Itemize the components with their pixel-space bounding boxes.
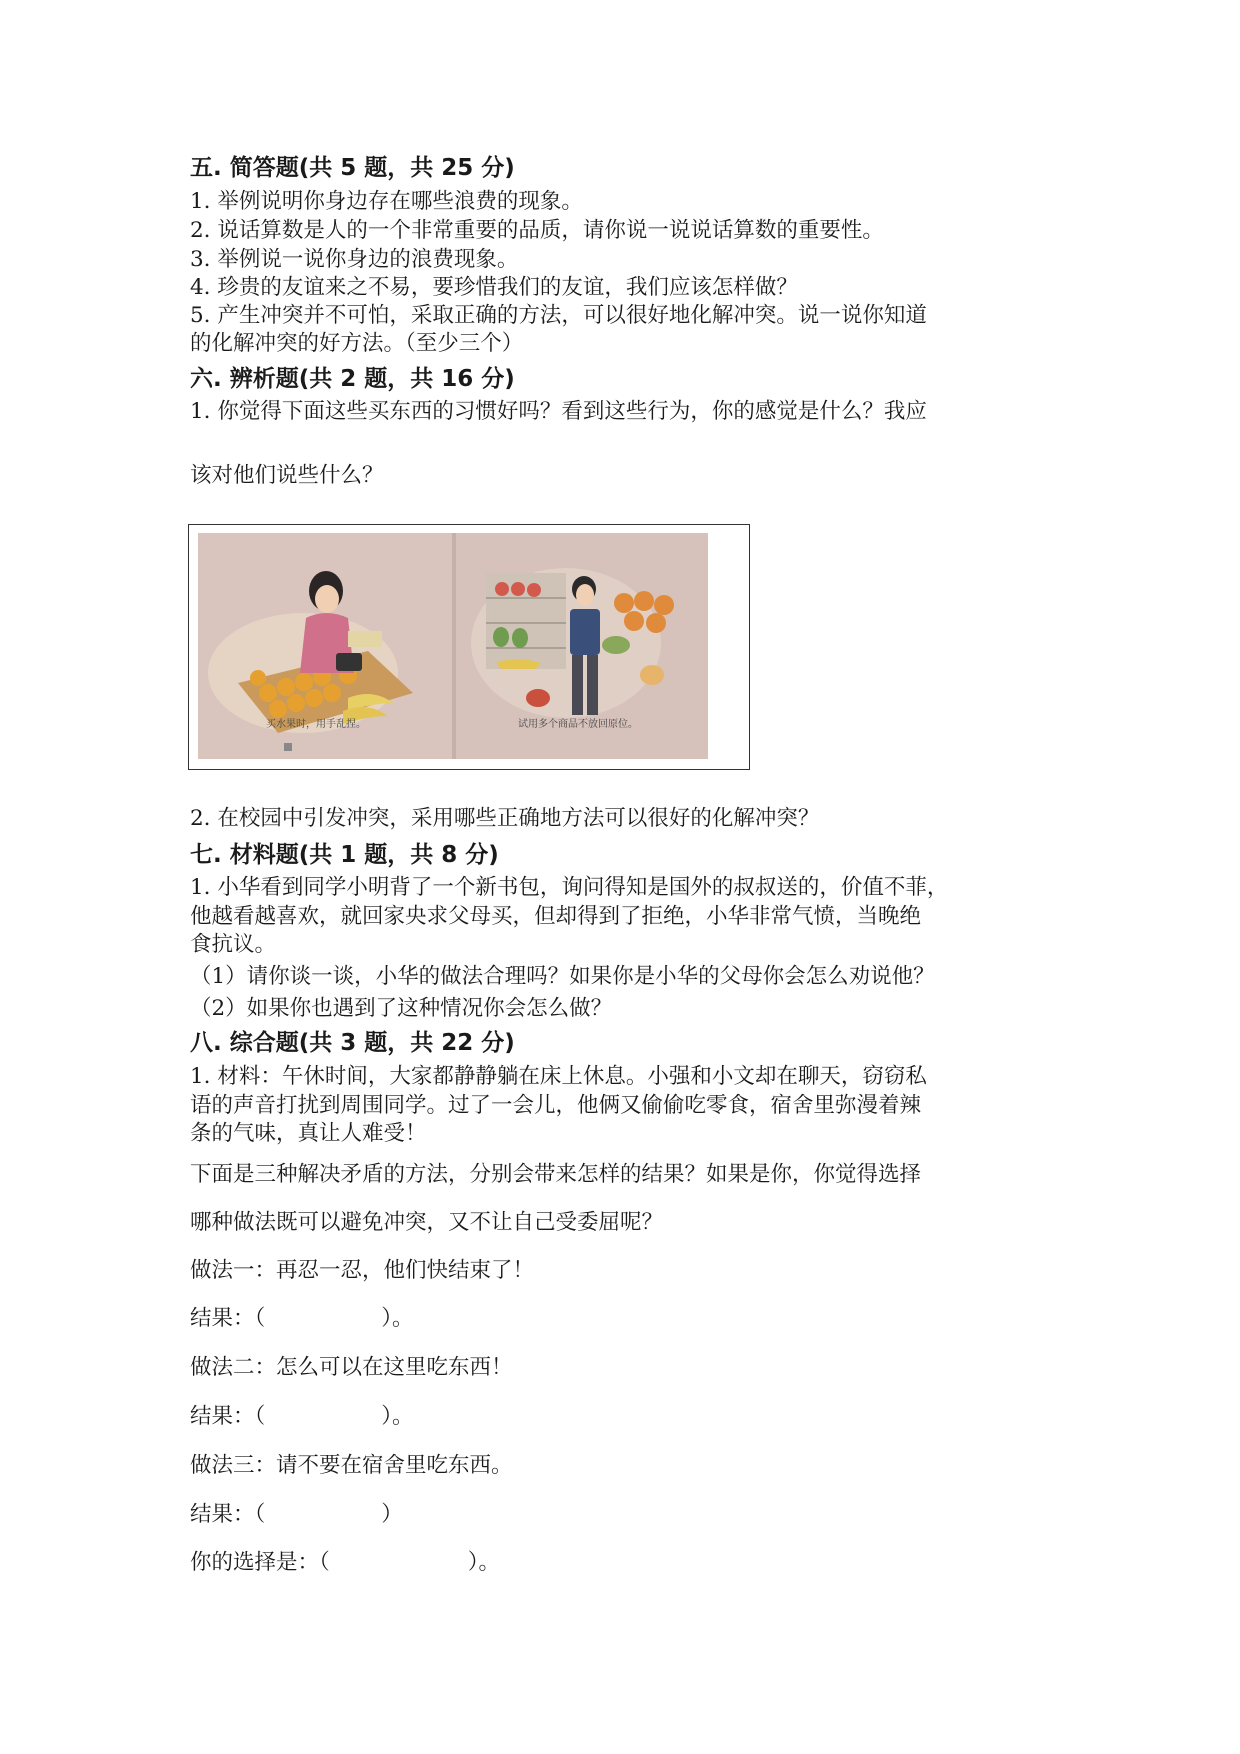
s7-q1-line3: 食抗议。 bbox=[190, 932, 277, 957]
result-1-close: ）。 bbox=[381, 1306, 414, 1331]
s7-q1-line2: 他越看越喜欢，就回家央求父母买，但却得到了拒绝，小华非常气愤，当晚绝 bbox=[190, 904, 922, 929]
method-2: 做法二：怎么可以在这里吃东西！ bbox=[190, 1355, 513, 1380]
choice-open: 你的选择是：（ bbox=[190, 1550, 330, 1575]
s5-q2: 2. 说话算数是人的一个非常重要的品质，请你说一说说话算数的重要性。 bbox=[190, 218, 884, 243]
result-1-line bbox=[190, 1304, 414, 1334]
result-1-open: 结果：（ bbox=[190, 1306, 266, 1331]
s5-q3: 3. 举例说一说你身边的浪费现象。 bbox=[190, 247, 519, 272]
s8-q1-line1: 1. 材料：午休时间，大家都静静躺在床上休息。小强和小文却在聊天，窃窃私 bbox=[190, 1064, 927, 1089]
s5-q1: 1. 举例说明你身边存在哪些浪费的现象。 bbox=[190, 189, 583, 214]
result-3-close: ） bbox=[381, 1502, 403, 1527]
s6-q1-line2: 该对他们说些什么？ bbox=[190, 463, 384, 488]
shopping-illustration bbox=[198, 533, 708, 759]
method-1: 做法一：再忍一忍，他们快结束了！ bbox=[190, 1258, 535, 1283]
choice-close: ）。 bbox=[467, 1550, 501, 1575]
s8-prompt-line1: 下面是三种解决矛盾的方法，分别会带来怎样的结果？如果是你，你觉得选择 bbox=[190, 1162, 922, 1187]
s8-q1-line2: 语的声音打扰到周围同学。过了一会儿，他俩又偷偷吃零食，宿舍里弥漫着辣 bbox=[190, 1093, 922, 1118]
s8-q1-line3: 条的气味，真让人难受！ bbox=[190, 1121, 427, 1146]
caption-right: 试用多个商品不放回原位。 bbox=[518, 719, 638, 730]
s7-sub2: （2）如果你也遇到了这种情况你会怎么做？ bbox=[190, 996, 613, 1021]
s5-q5-line2: 的化解冲突的好方法。（至少三个） bbox=[190, 331, 524, 356]
s7-q1-line1: 1. 小华看到同学小明背了一个新书包，询问得知是国外的叔叔送的，价值不菲， bbox=[190, 875, 949, 900]
result-2-close: ）。 bbox=[381, 1404, 414, 1429]
result-2-open: 结果：（ bbox=[190, 1404, 266, 1429]
illustration-panel-right bbox=[456, 533, 708, 759]
s5-q4: 4. 珍贵的友谊来之不易，要珍惜我们的友谊，我们应该怎样做？ bbox=[190, 275, 798, 300]
section-5-title: 五. 简答题(共 5 题，共 25 分) bbox=[190, 155, 515, 181]
result-3-line bbox=[190, 1500, 403, 1530]
section-7-title: 七. 材料题(共 1 题，共 8 分) bbox=[190, 842, 499, 868]
s5-q5-line1: 5. 产生冲突并不可怕，采取正确的方法，可以很好地化解冲突。说一说你知道 bbox=[190, 303, 927, 328]
result-2-line bbox=[190, 1402, 414, 1432]
s6-q2: 2. 在校园中引发冲突，采用哪些正确地方法可以很好的化解冲突？ bbox=[190, 806, 820, 831]
s7-sub1: （1）请你谈一谈，小华的做法合理吗？如果你是小华的父母你会怎么劝说他？ bbox=[190, 964, 935, 989]
section-8-title: 八. 综合题(共 3 题，共 22 分) bbox=[190, 1030, 515, 1056]
result-3-open: 结果：（ bbox=[190, 1502, 266, 1527]
s6-q1-line1: 1. 你觉得下面这些买东西的习惯好吗？看到这些行为，你的感觉是什么？我应 bbox=[190, 399, 927, 424]
choice-line bbox=[190, 1548, 500, 1578]
illustration-panel-left bbox=[198, 533, 453, 759]
method-3: 做法三：请不要在宿舍里吃东西。 bbox=[190, 1453, 513, 1478]
s8-prompt-line2: 哪种做法既可以避免冲突，又不让自己受委屈呢？ bbox=[190, 1210, 664, 1235]
section-6-title: 六. 辨析题(共 2 题，共 16 分) bbox=[190, 366, 515, 392]
caption-left: 买水果时，用手乱捏。 bbox=[266, 719, 366, 730]
